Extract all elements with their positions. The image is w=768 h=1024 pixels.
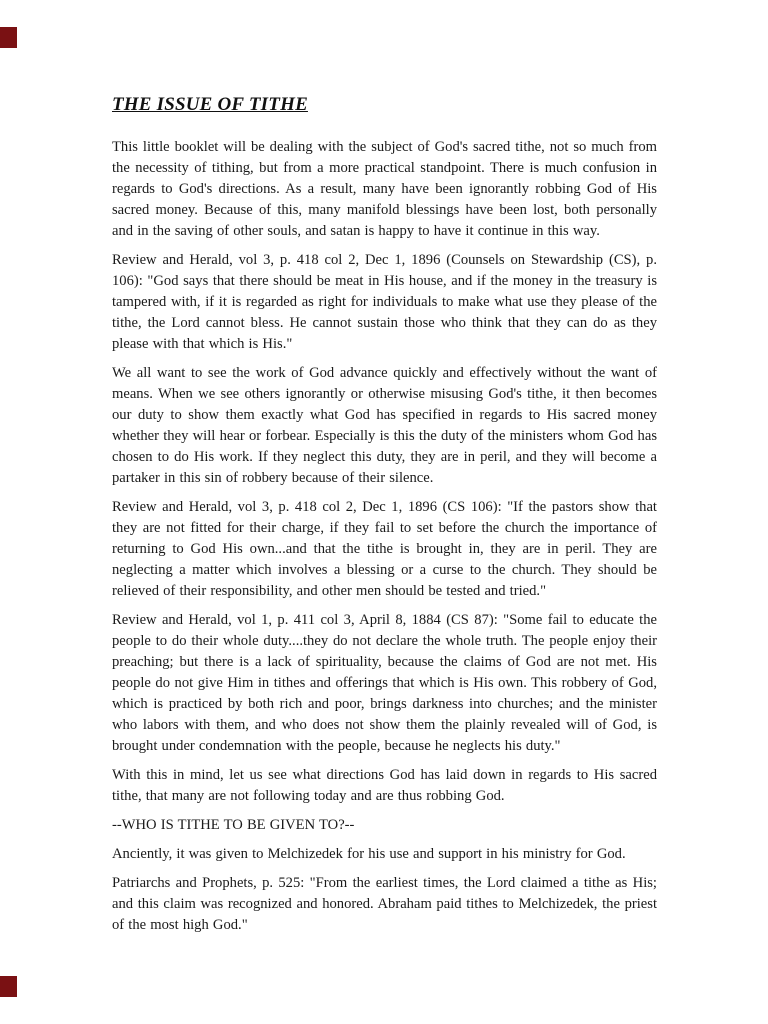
page-corner-mark-top <box>0 27 17 48</box>
page-corner-mark-bottom <box>0 976 17 997</box>
paragraph-quote-patriarchs-prophets: Patriarchs and Prophets, p. 525: "From the earliest times, the Lord claimed a tithe as His; and this claim was recognized and honored. Abraham paid tithes to Melchizedek, the priest of the most high God." <box>112 875 657 933</box>
section-heading: --WHO IS TITHE TO BE GIVEN TO?-- <box>112 817 355 833</box>
document-content <box>112 93 657 936</box>
paragraph-quote-review-herald-1896-b: Review and Herald, vol 3, p. 418 col 2, Dec 1, 1896 (CS 106): "If the pastors show that they are not fitted for their charge, if they fail to set before the church the importance of returning to God His own...and that the tithe is brought in, they are in peril. They are neglecting a matter which involves a blessing or a curse to the church. They should be relieved of their responsibility, and other men should be tested and tried." <box>112 499 657 599</box>
document-title: THE ISSUE OF TITHE <box>112 94 308 115</box>
paragraph-anciently: Anciently, it was given to Melchizedek for his use and support in his ministry for God. <box>112 846 626 862</box>
paragraph-duty: We all want to see the work of God advance quickly and effectively without the want of means. When we see others ignorantly or otherwise misusing God's tithe, it then becomes our duty to show them exactly what God has specified in regards to His sacred money whether they will hear or forbear. Especially is this the duty of the ministers whom God has chosen to do His work. If they neglect this duty, they are in peril, and they will become a partaker in this sin of robbery because of their silence. <box>112 365 657 486</box>
paragraph-intro: This little booklet will be dealing with the subject of God's sacred tithe, not so much from the necessity of tithing, but from a more practical standpoint. There is much confusion in regards to God's directions. As a result, many have been ignorantly robbing God of His sacred money. Because of this, many manifold blessings have been lost, both personally and in the saving of other souls, and satan is happy to have it continue in this way. <box>112 139 657 239</box>
paragraph-quote-review-herald-1896-a: Review and Herald, vol 3, p. 418 col 2, Dec 1, 1896 (Counsels on Stewardship (CS), p. 106): "God says that there should be meat in His house, and if the money in the treasury is tampered with, if it is regarded as right for individuals to make what use they please of the tithe, the Lord cannot bless. He cannot sustain those who think that they can do as they please with that which is His." <box>112 252 657 352</box>
paragraph-quote-review-herald-1884: Review and Herald, vol 1, p. 411 col 3, April 8, 1884 (CS 87): "Some fail to educate the people to do their whole duty....they do not declare the whole truth. The people enjoy their preaching; but there is a lack of spirituality, because the claims of God are not met. His people do not give Him in tithes and offerings that which is His own. This robbery of God, which is practiced by both rich and poor, brings darkness into churches; and the minister who labors with them, and who does not show them the plainly revealed will of God, is brought under condemnation with the people, because he neglects his duty." <box>112 612 657 754</box>
paragraph-transition: With this in mind, let us see what directions God has laid down in regards to His sacred tithe, that many are not following today and are thus robbing God. <box>112 767 657 804</box>
